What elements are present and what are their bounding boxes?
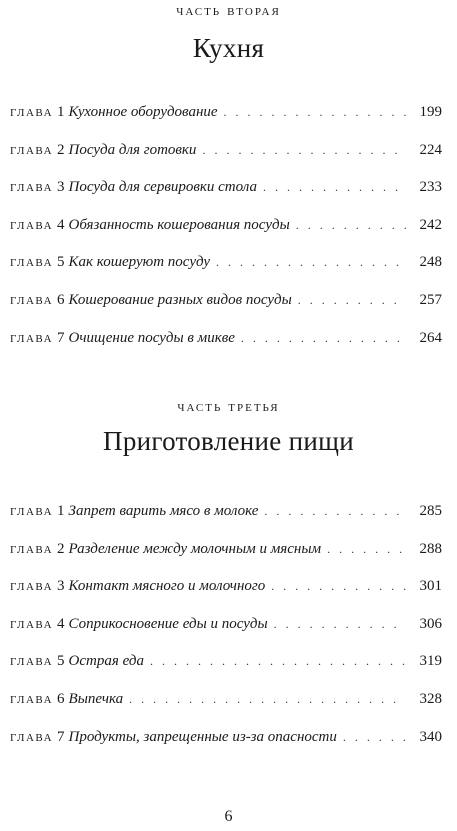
chapter-number: 5: [57, 653, 65, 670]
chapter-word: глава: [10, 653, 54, 670]
page-ref: 264: [419, 329, 442, 346]
dot-leader: [264, 504, 406, 519]
chapter-title: Обязанность кошерования посуды: [68, 216, 290, 233]
toc-entry[interactable]: [10, 541, 442, 579]
page-ref: 285: [419, 503, 442, 519]
part2-title: Кухня: [192, 33, 265, 63]
chapter-word: глава: [10, 615, 54, 632]
chapter-number: 2: [57, 141, 65, 158]
chapter-word: глава: [10, 690, 54, 707]
chapter-number: 4: [57, 615, 65, 632]
chapter-title: Кошерование разных видов посуды: [68, 291, 292, 308]
chapter-title: Посуда для сервировки стола: [68, 179, 257, 196]
page-ref: 257: [419, 291, 442, 308]
chapter-word: глава: [10, 503, 54, 519]
chapter-word: глава: [10, 141, 54, 158]
chapter-title: Запрет варить мясо в молоке: [68, 503, 259, 519]
toc-entry[interactable]: [10, 691, 442, 729]
toc-entry[interactable]: [10, 179, 442, 217]
chapter-title: Выпечка: [68, 690, 124, 707]
chapter-number: 6: [57, 690, 65, 707]
toc-entry[interactable]: [10, 104, 442, 142]
page-ref: 328: [419, 690, 442, 707]
part3-label: часть третья: [177, 398, 280, 415]
chapter-title: Посуда для готовки: [68, 141, 197, 158]
chapter-word: глава: [10, 179, 54, 196]
dot-leader: [296, 218, 406, 233]
chapter-word: глава: [10, 291, 54, 308]
chapter-number: 1: [57, 503, 65, 519]
chapter-word: глава: [10, 540, 54, 557]
dot-leader: [241, 331, 406, 346]
chapter-title: Контакт мясного и молочного: [68, 578, 266, 595]
chapter-title: Разделение между молочным и мясным: [68, 540, 322, 557]
chapter-number: 3: [57, 179, 65, 196]
chapter-title: Очищение посуды в микве: [68, 329, 235, 346]
dot-leader: [298, 293, 406, 308]
chapter-word: глава: [10, 254, 54, 271]
page-ref: 319: [419, 653, 442, 670]
chapter-number: 6: [57, 291, 65, 308]
dot-leader: [327, 542, 406, 557]
dot-leader: [224, 105, 406, 120]
chapter-number: 4: [57, 216, 65, 233]
chapter-number: 7: [57, 728, 65, 745]
toc-entry[interactable]: [10, 330, 442, 368]
chapter-word: глава: [10, 216, 54, 233]
chapter-number: 3: [57, 578, 65, 595]
page-ref: 248: [419, 254, 442, 271]
chapter-title: Соприкосновение еды и посуды: [68, 615, 268, 632]
dot-leader: [150, 654, 406, 669]
chapter-title: Острая еда: [68, 653, 144, 670]
toc-entry[interactable]: [10, 653, 442, 691]
toc-entry[interactable]: [10, 503, 442, 541]
chapter-title: Как кошеруют посуду: [68, 254, 211, 271]
page-ref: 340: [419, 728, 442, 745]
part2-label: часть вторая: [176, 2, 281, 19]
page-number: 6: [224, 808, 233, 825]
dot-leader: [274, 617, 406, 632]
toc-entry[interactable]: [10, 578, 442, 616]
toc-entry[interactable]: [10, 142, 442, 180]
dot-leader: [263, 180, 406, 195]
chapter-word: глава: [10, 104, 54, 120]
chapter-word: глава: [10, 728, 54, 745]
dot-leader: [202, 143, 406, 158]
dot-leader: [343, 730, 406, 745]
part2-toc: [10, 104, 442, 367]
toc-entry[interactable]: [10, 292, 442, 330]
part3-toc: [10, 503, 442, 766]
dot-leader: [129, 692, 406, 707]
part3-title: Приготовление пищи: [103, 426, 354, 456]
chapter-number: 5: [57, 254, 65, 271]
toc-entry[interactable]: [10, 254, 442, 292]
chapter-number: 1: [57, 104, 65, 120]
chapter-title: Продукты, запрещенные из-за опасности: [68, 728, 337, 745]
page-ref: 199: [419, 104, 442, 120]
chapter-number: 7: [57, 329, 65, 346]
page-ref: 301: [419, 578, 442, 595]
page-ref: 288: [419, 540, 442, 557]
chapter-word: глава: [10, 329, 54, 346]
page-ref: 242: [419, 216, 442, 233]
toc-entry[interactable]: [10, 729, 442, 767]
page-ref: 224: [419, 141, 442, 158]
chapter-word: глава: [10, 578, 54, 595]
dot-leader: [271, 579, 406, 594]
page-ref: 306: [419, 615, 442, 632]
chapter-title: Кухонное оборудование: [68, 104, 218, 120]
dot-leader: [216, 255, 406, 270]
chapter-number: 2: [57, 540, 65, 557]
toc-entry[interactable]: [10, 217, 442, 255]
page-ref: 233: [419, 179, 442, 196]
toc-entry[interactable]: [10, 616, 442, 654]
